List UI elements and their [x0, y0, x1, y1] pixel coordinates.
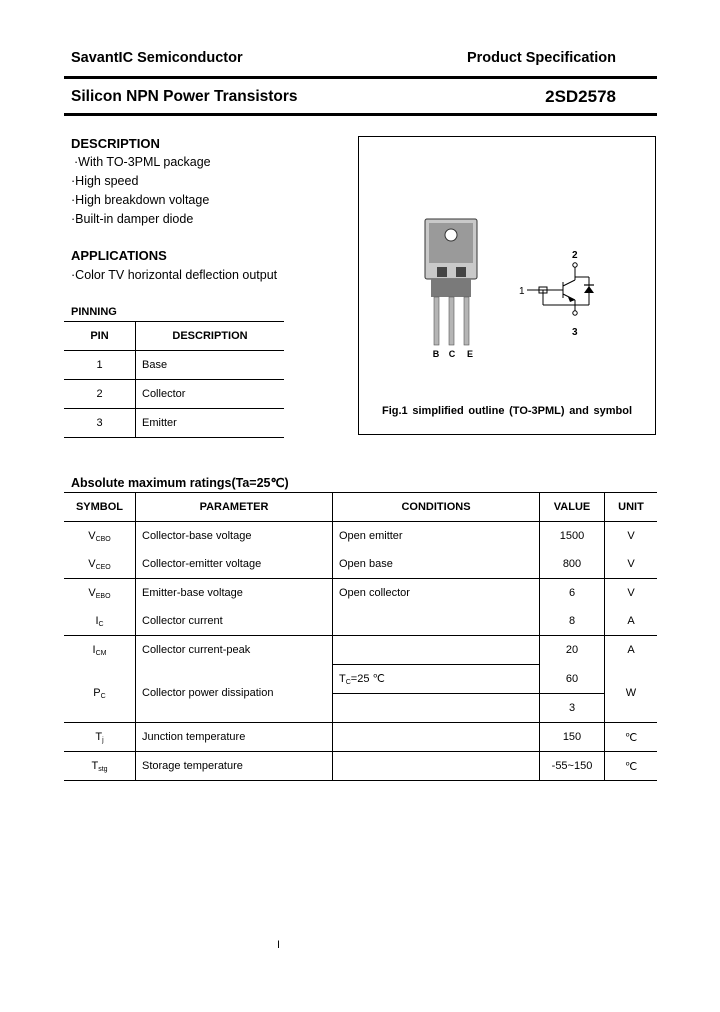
unit-cell: ℃: [605, 723, 658, 752]
value-cell: 20: [540, 636, 605, 665]
parameter-cell: Collector-emitter voltage: [136, 550, 333, 579]
symbol-cell: $V_{CEO}$: [64, 550, 136, 579]
desc-col-header: DESCRIPTION: [136, 322, 285, 351]
parameter-col-header: PARAMETER: [136, 493, 333, 522]
symbol-pin-1: 1: [519, 286, 525, 297]
symbol-cell: $P_C$: [64, 665, 136, 723]
lead-label-b: B: [432, 349, 440, 359]
symbol-cell: $V_{CBO}$: [64, 522, 136, 551]
conditions-col-header: CONDITIONS: [333, 493, 540, 522]
parameter-cell: Junction temperature: [136, 723, 333, 752]
unit-cell: V: [605, 550, 658, 579]
table-row: [64, 351, 284, 380]
symbol-col-header: SYMBOL: [64, 493, 136, 522]
symbol-cell: $I_C$: [64, 607, 136, 636]
description-item: ·Built-in damper diode: [71, 212, 194, 226]
conditions-cell: [333, 723, 540, 752]
ratings-heading: Absolute maximum ratings(Ta=25℃): [71, 476, 289, 490]
unit-cell: V: [627, 530, 635, 542]
figure-caption: Fig.1 simplified outline (TO-3PML) and symbol: [382, 405, 632, 417]
table-row: [64, 550, 657, 579]
table-row: [64, 636, 657, 665]
description-item: ·High breakdown voltage: [71, 193, 210, 207]
table-row: [64, 723, 657, 752]
table-row: [64, 579, 657, 608]
title-rule: [64, 113, 657, 116]
parameter-cell: Storage temperature: [136, 752, 333, 781]
unit-cell: A: [627, 644, 635, 657]
table-row: [64, 607, 657, 636]
unit-col-header: UNIT: [605, 493, 658, 522]
applications-heading: APPLICATIONS: [71, 248, 167, 263]
page-number: Ⅰ: [277, 940, 280, 951]
unit-cell: ℃: [605, 752, 658, 781]
value-cell: 3: [540, 694, 605, 723]
value-cell: 60: [540, 665, 605, 694]
applications-item: ·Color TV horizontal deflection output: [71, 268, 278, 282]
description-heading: DESCRIPTION: [71, 136, 160, 151]
value-col-header: VALUE: [540, 493, 605, 522]
parameter-cell: Collector current: [136, 607, 333, 636]
symbol-cell: $T_{stg}$: [64, 752, 136, 781]
table-row: [64, 665, 657, 694]
table-row: [64, 409, 284, 438]
description-item: ·With TO-3PML package: [74, 155, 211, 169]
parameter-cell: Collector power dissipation: [136, 665, 333, 723]
pinning-table: [64, 321, 284, 438]
value-cell: 800: [540, 550, 605, 579]
value-cell: 8: [540, 607, 605, 636]
conditions-cell: $T_C=25$ ℃: [333, 665, 540, 694]
pin-number: 2: [64, 380, 136, 409]
symbol-cell: $T_j$: [64, 723, 136, 752]
company-name: SavantIC Semiconductor: [71, 50, 243, 66]
value-cell: 150: [540, 723, 605, 752]
conditions-cell: [333, 694, 540, 723]
figure-box: [358, 136, 656, 435]
conditions-cell: [333, 752, 540, 781]
value-cell: 6: [540, 579, 605, 608]
table-row: [64, 752, 657, 781]
conditions-cell: [333, 607, 540, 636]
conditions-cell: [333, 636, 540, 665]
ratings-table: [64, 492, 657, 781]
unit-cell: A: [605, 607, 658, 636]
pin-description: Base: [136, 351, 285, 380]
table-row: [64, 380, 284, 409]
unit-cell: V: [627, 587, 635, 599]
pin-description: Collector: [136, 380, 285, 409]
description-item: ·High speed: [71, 174, 139, 188]
pin-number: 1: [64, 351, 136, 380]
parameter-cell: Collector current-peak: [136, 636, 333, 665]
conditions-cell: Open collector: [333, 579, 540, 608]
pin-col-header: PIN: [64, 322, 136, 351]
page-title: Silicon NPN Power Transistors: [71, 88, 298, 105]
lead-label-e: E: [466, 349, 474, 359]
doc-type: Product Specification: [466, 50, 616, 66]
unit-cell: W: [625, 687, 637, 700]
header-rule: [64, 76, 657, 79]
symbol-cell: $V_{EBO}$: [64, 579, 136, 608]
conditions-cell: Open base: [333, 550, 540, 579]
lead-label-c: C: [448, 349, 456, 359]
pinning-heading: PINNING: [71, 306, 117, 318]
value-cell: -55~150: [540, 752, 605, 781]
conditions-cell: Open emitter: [333, 522, 540, 551]
pin-description: Emitter: [136, 409, 285, 438]
pin-number: 3: [64, 409, 136, 438]
parameter-cell: Collector-base voltage: [136, 522, 333, 551]
symbol-pin-2: 2: [572, 250, 578, 261]
parameter-cell: Emitter-base voltage: [136, 579, 333, 608]
transistor-symbol: [359, 137, 657, 436]
symbol-cell: $I_{CM}$: [64, 636, 136, 665]
part-number: 2SD2578: [545, 87, 616, 106]
table-row: [64, 522, 657, 551]
symbol-pin-3: 3: [572, 327, 578, 338]
value-cell: 1500: [540, 522, 605, 551]
